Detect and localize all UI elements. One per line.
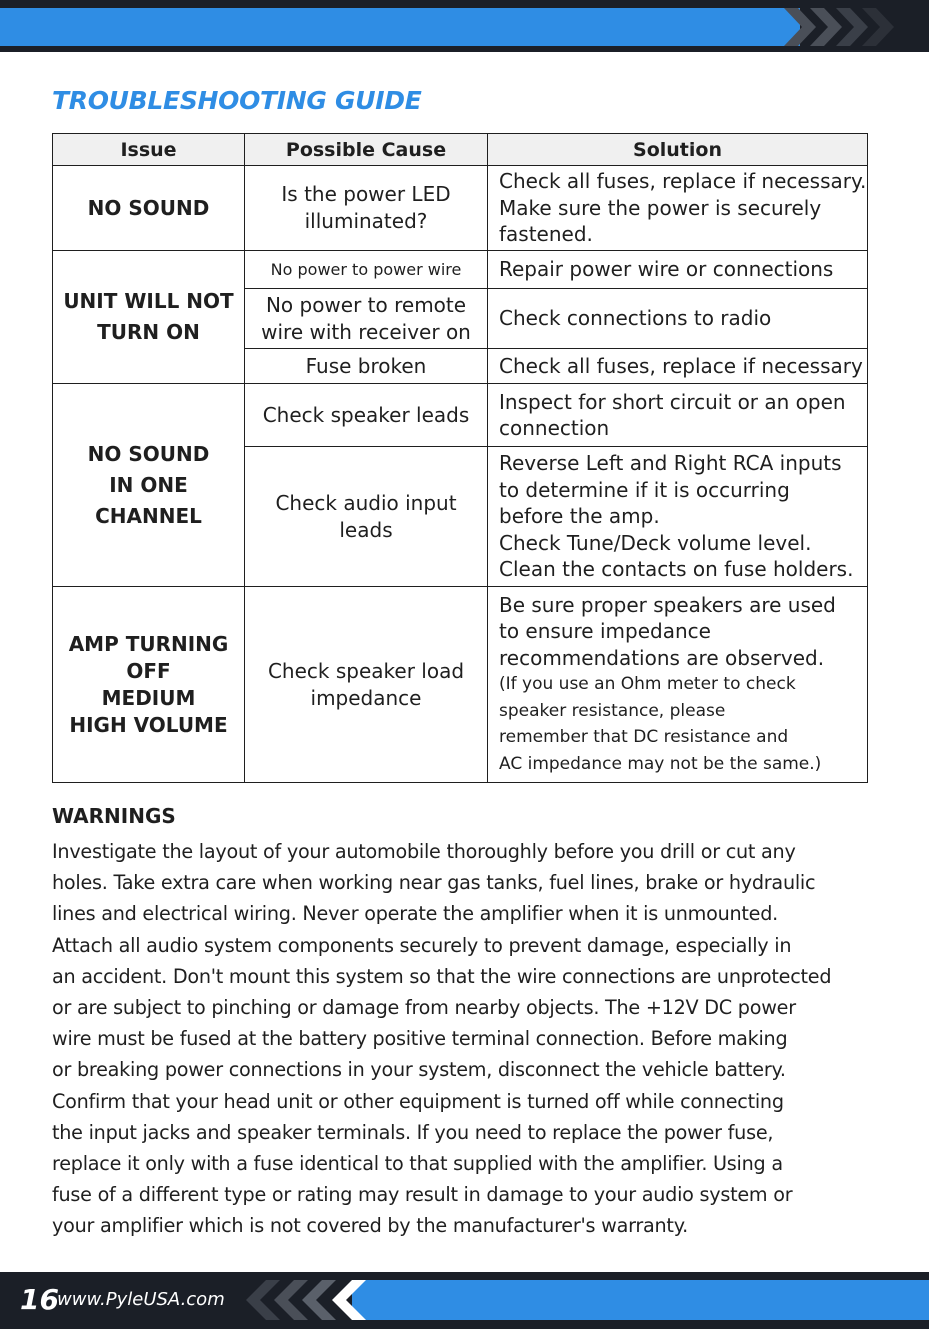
solution-line: Clean the contacts on fuse holders. bbox=[499, 557, 854, 582]
warnings-line: holes. Take extra care when working near gas tanks, fuel lines, brake or hydraulic bbox=[52, 871, 816, 895]
solution-line: to determine if it is occurring bbox=[499, 477, 790, 502]
solution-line: recommendations are observed. bbox=[499, 645, 825, 670]
cause-line: Fuse broken bbox=[305, 353, 427, 378]
solution-cell bbox=[488, 384, 868, 447]
solution-cell bbox=[488, 289, 868, 349]
issue-line: MEDIUM bbox=[101, 685, 196, 710]
cause-cell bbox=[245, 384, 488, 447]
top-banner-stripe bbox=[0, 8, 800, 46]
warnings-line: fuse of a different type or rating may result in damage to your audio system or bbox=[52, 1183, 793, 1207]
table-row bbox=[53, 384, 868, 447]
solution-cell bbox=[488, 587, 868, 783]
website-link[interactable]: www.PyleUSA.com bbox=[57, 1289, 225, 1310]
bottom-banner-stripe bbox=[352, 1280, 929, 1320]
cause-line: No power to remote bbox=[265, 292, 467, 317]
cause-line: Check audio input bbox=[275, 490, 457, 515]
cause-line: No power to power wire bbox=[270, 260, 462, 279]
solution-line: Check connections to radio bbox=[499, 306, 772, 331]
cause-line: Check speaker leads bbox=[262, 402, 470, 427]
solution-note-line: (If you use an Ohm meter to check bbox=[499, 674, 796, 695]
page-number: 16 bbox=[20, 1283, 59, 1316]
solution-line: connection bbox=[499, 416, 610, 440]
warnings-line: or are subject to pinching or damage from nearby objects. The +12V DC power bbox=[52, 996, 796, 1020]
solution-line: fastened. bbox=[499, 222, 593, 247]
issue-line: TURN ON bbox=[97, 320, 200, 344]
cause-line: impedance bbox=[310, 685, 422, 710]
warnings-line: replace it only with a fuse identical to that supplied with the amplifier. Using a bbox=[52, 1152, 783, 1176]
issue-line: NO SOUND bbox=[87, 195, 210, 220]
issue-line: HIGH VOLUME bbox=[69, 712, 228, 737]
solution-cell bbox=[488, 349, 868, 384]
solution-line: Reverse Left and Right RCA inputs bbox=[499, 451, 842, 476]
solution-line: Be sure proper speakers are used bbox=[499, 592, 836, 617]
solution-cell bbox=[488, 447, 868, 587]
cause-cell bbox=[245, 289, 488, 349]
issue-line: OFF bbox=[126, 658, 171, 683]
solution-note-line: remember that DC resistance and bbox=[499, 727, 789, 748]
issue-cell bbox=[53, 384, 245, 587]
issue-cell bbox=[53, 166, 245, 251]
header-possible-cause: Possible Cause bbox=[245, 134, 488, 166]
chevrons-left-icon bbox=[240, 1280, 370, 1320]
solution-line: before the amp. bbox=[499, 504, 660, 529]
issue-line: CHANNEL bbox=[95, 503, 202, 528]
warnings-line: your amplifier which is not covered by the manufacturer's warranty. bbox=[52, 1214, 688, 1238]
warnings-line: or breaking power connections in your system, disconnect the vehicle battery. bbox=[52, 1058, 786, 1082]
warnings-line: lines and electrical wiring. Never operate the amplifier when it is unmounted. bbox=[52, 902, 779, 926]
issue-cell bbox=[53, 587, 245, 783]
cause-line: Is the power LED bbox=[281, 182, 451, 206]
page-title: TROUBLESHOOTING GUIDE bbox=[52, 86, 422, 115]
cause-cell bbox=[245, 447, 488, 587]
issue-cell bbox=[53, 251, 245, 384]
table-row bbox=[53, 251, 868, 289]
top-banner bbox=[0, 0, 929, 52]
cause-line: Check speaker load bbox=[267, 658, 465, 683]
issue-line: IN ONE bbox=[109, 472, 188, 497]
warnings-body bbox=[52, 836, 874, 1242]
warnings-line: Investigate the layout of your automobile thoroughly before you drill or cut any bbox=[52, 840, 796, 863]
warnings-line: an accident. Don't mount this system so that the wire connections are unprotected bbox=[52, 964, 832, 988]
cause-line: illuminated? bbox=[304, 209, 428, 233]
solution-note-line: speaker resistance, please bbox=[499, 700, 726, 721]
warnings-line: the input jacks and speaker terminals. If you need to replace the power fuse, bbox=[52, 1120, 774, 1144]
header-issue: Issue bbox=[53, 134, 245, 166]
table-row bbox=[53, 587, 868, 783]
cause-line: leads bbox=[339, 517, 393, 542]
table-header-row bbox=[53, 134, 868, 166]
cause-line: wire with receiver on bbox=[261, 319, 471, 344]
cause-cell bbox=[245, 251, 488, 289]
solution-cell bbox=[488, 251, 868, 289]
solution-cell bbox=[488, 166, 868, 251]
issue-line: NO SOUND bbox=[87, 441, 210, 466]
cause-cell bbox=[245, 166, 488, 251]
warnings-line: wire must be fused at the battery positive terminal connection. Before making bbox=[52, 1027, 788, 1051]
header-solution: Solution bbox=[488, 134, 868, 166]
chevrons-right-icon bbox=[780, 8, 900, 46]
cause-cell bbox=[245, 587, 488, 783]
solution-line: Inspect for short circuit or an open bbox=[499, 389, 846, 414]
solution-line: Check all fuses, replace if necessary bbox=[499, 353, 863, 378]
solution-line: Check Tune/Deck volume level. bbox=[499, 530, 812, 555]
solution-note-line: AC impedance may not be the same.) bbox=[499, 753, 822, 774]
issue-line: UNIT WILL NOT bbox=[63, 289, 234, 313]
solution-line: to ensure impedance bbox=[499, 619, 711, 644]
issue-line: AMP TURNING bbox=[68, 631, 229, 656]
warnings-line: Attach all audio system components securely to prevent damage, especially in bbox=[52, 933, 792, 957]
cause-cell bbox=[245, 349, 488, 384]
solution-line: Repair power wire or connections bbox=[499, 257, 834, 282]
warnings-heading: WARNINGS bbox=[52, 804, 176, 828]
solution-line: Check all fuses, replace if necessary. bbox=[499, 169, 867, 194]
solution-line: Make sure the power is securely bbox=[499, 195, 822, 220]
troubleshooting-table bbox=[52, 133, 868, 783]
warnings-line: Confirm that your head unit or other equipment is turned off while connecting bbox=[52, 1089, 784, 1113]
table-row bbox=[53, 166, 868, 251]
